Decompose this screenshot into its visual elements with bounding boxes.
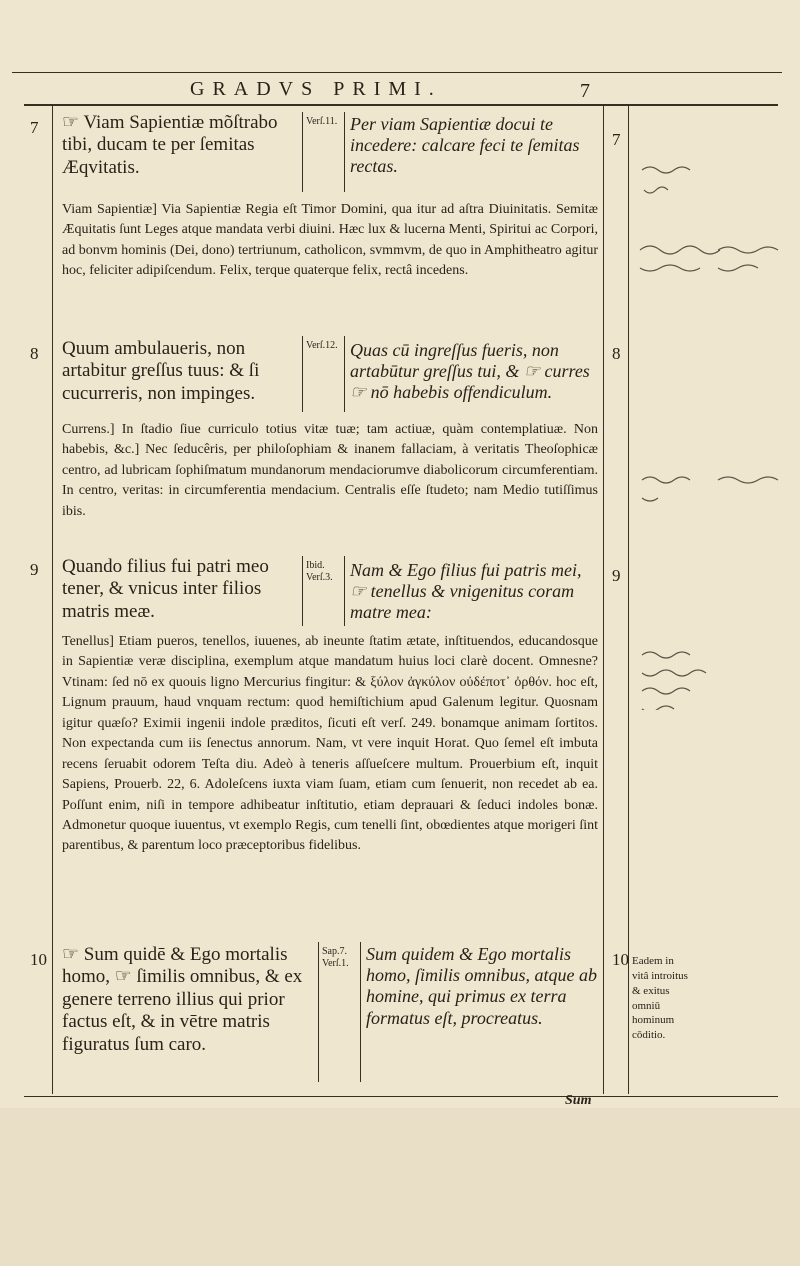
- margin-note: Eadem in vitâ introitus & exitus omniū hominum cōditio.: [632, 955, 688, 1042]
- commentary: Currens.] In ſtadio ſiue curriculo totius vitæ tuæ; tam actiuæ, quàm contemplatiuæ. Non habebis, &c.] Nec ſeducêris, per philoſophiam & inanem fallaciam, à veritatis Theoſophicæ centro, ad lubricam ſophiſmatum mundanorum mendaciorumve diabolicorum circumferentiam. In centro, veritas: in circumferentia mendacium. Centralis eſſe ſtudeto; nam Medio tutiſſimus ibis.: [62, 422, 598, 519]
- verse-latin-vulgate: Quando filius fui patri meo tener, & vnicus inter filios matris meæ.: [62, 556, 269, 622]
- catchword: Sum: [565, 1093, 592, 1108]
- verse-number-right: 8: [612, 344, 621, 363]
- bottom-rule: [24, 1096, 778, 1097]
- column-divider: [302, 336, 303, 412]
- handwritten-marginalia: [632, 150, 792, 710]
- verse-latin-translation: Per viam Sapientiæ docui te incedere: calcare feci te ſemitas rectas.: [350, 114, 580, 177]
- top-rule: [12, 72, 782, 73]
- margin-frame-rule: [628, 104, 629, 1094]
- verse-latin-vulgate: ☞ Sum quidē & Ego mortalis homo, ☞ ſimilis omnibus, & ex genere terreno illius qui prior factus eſt, & in vētre matris figuratus ſum caro.: [62, 944, 303, 1055]
- column-divider: [302, 112, 303, 192]
- verse-number-left: 8: [30, 344, 39, 363]
- commentary: Viam Sapientiæ] Via Sapientiæ Regia eſt Timor Domini, qua itur ad aſtra Diuinitatis. Semitæ Æquitatis ſunt Leges atque mandata verbi diuini. Hæc lux & lucerna Menti, Spiritui ac Corpori, ad bonvm hominis (Dei, dono) tertriunum, catholicon, svmmvm, de quo in Amphitheatro agitur hoc, feliciter adipiſcendum. Felix, terque quaterque felix, rectâ incedens.: [62, 202, 598, 279]
- column-divider: [360, 942, 361, 1082]
- verse-reference: Sap.7. Verſ.1.: [322, 946, 349, 969]
- column-divider: [344, 112, 345, 192]
- column-divider: [344, 336, 345, 412]
- verse-latin-translation: Quas cū ingreſſus fueris, non artabūtur greſſus tui, & ☞ curres ☞ nō habebis offendiculum.: [350, 340, 590, 403]
- verse-reference: Ibid. Verſ.3.: [306, 560, 333, 583]
- verse-latin-translation: Nam & Ego filius fui patris mei, ☞ tenellus & vnigenitus coram matre mea:: [350, 560, 582, 623]
- verse-reference: Verſ.11.: [306, 116, 338, 127]
- verse-reference: Verſ.12.: [306, 340, 338, 351]
- verse-number-right: 10: [612, 950, 629, 969]
- verse-number-right: 7: [612, 130, 621, 149]
- verse-latin-translation: Sum quidem & Ego mortalis homo, ſimilis omnibus, atque ab homine, qui primus ex terra formatus eſt, procreatus.: [366, 944, 598, 1028]
- column-divider: [344, 556, 345, 626]
- column-divider: [302, 556, 303, 626]
- verse-number-left: 7: [30, 118, 39, 137]
- commentary: Tenellus] Etiam pueros, tenellos, iuuenes, ab ineunte ſtatim ætate, inſtituendos, educandosque in Sapientiæ veræ disciplina, exemplum atque mandatum huius loci clarè docent. Omnesne? Vtinam: ſed nō ex quouis ligno Mercurius fingitur: & ξύλον ἀγκύλον οὐδέποτ᾽ ὀρθόν. hoc eſt, Lignum prauum, haud vnquam rectum: quod hemiſtichium apud Galenum legitur. Quosnam igitur quæſo? Eximii ingenii indole præditos, ſicuti eſt verſ. 249. bonamque animam ſortitos. Non expectanda cum iis ſenectus annorum. Nam, vt vere inquit Horat. Quo ſemel eſt imbuta recens ſeruabit odorem Teſta diu. Adeò à teneris aſſueſcere multum. Prouerbium eſt, inquit Sapiens, Prouerb. 22, 6. Adoleſcens iuxta viam ſuam, etiam cum ſenuerit, non recedet ab ea. Poſſunt enim, niſi in tempore adhibeatur inſtitutio, etiam deprauari & ſeduci indoles bonæ. Admonetur quoque iuuentus, vt exemplo Regis, cum tenelli ſint, obœdientes atque morigeri ſint parentibus, & parentum loco præceptoribus fidelibus.: [62, 634, 598, 854]
- verse-number-right: 9: [612, 566, 621, 585]
- page-bottom-margin: [0, 1108, 800, 1266]
- left-frame-rule: [52, 104, 53, 1094]
- right-frame-rule: [603, 104, 604, 1094]
- column-divider: [318, 942, 319, 1082]
- verse-latin-vulgate: Quum ambulaueris, non artabitur greſſus tuus: & ſi cucurreris, non impinges.: [62, 338, 260, 404]
- page-number: 7: [580, 80, 590, 102]
- header-rule: [24, 104, 778, 106]
- verse-number-left: 9: [30, 560, 39, 579]
- running-head: GRADVS PRIMI.: [190, 78, 442, 100]
- verse-latin-vulgate: ☞ Viam Sapientiæ mõſtrabo tibi, ducam te per ſemitas Æqvitatis.: [62, 112, 278, 178]
- verse-number-left: 10: [30, 950, 47, 969]
